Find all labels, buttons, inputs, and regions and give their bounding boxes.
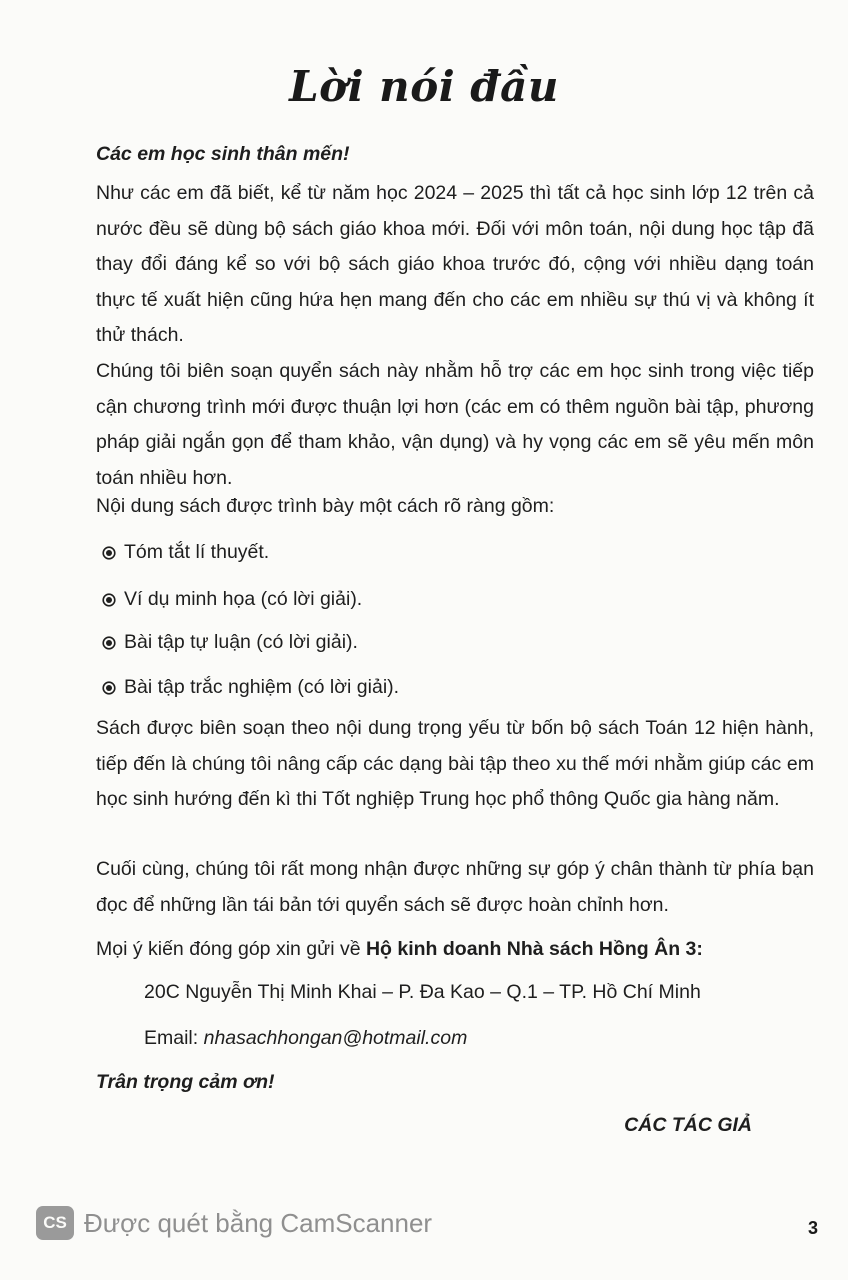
list-item-label: Tóm tắt lí thuyết.: [124, 541, 270, 563]
list-item-label: Bài tập trắc nghiệm (có lời giải).: [124, 676, 400, 698]
paragraph-method: Sách được biên soạn theo nội dung trọng yếu từ bốn bộ sách Toán 12 hiện hành, tiếp đến là chúng tôi nâng cấp các dạng bài tập theo xu thế mới nhằm giúp các em học sinh hướng đến kì thi Tốt nghiệp Trung học phổ thông Quốc gia hàng năm.: [96, 717, 814, 810]
circle-bullet-icon: [102, 546, 116, 560]
camscanner-watermark: [36, 1206, 432, 1240]
circle-bullet-icon: [102, 636, 116, 650]
paragraph-purpose: Chúng tôi biên soạn quyển sách này nhằm hỗ trợ các em học sinh trong việc tiếp cận chương trình mới được thuận lợi hơn (các em có thêm nguồn bài tập, phương pháp giải ngắn gọn để tham khảo, vận dụng) và hy vọng các em sẽ yêu mến môn toán nhiều hơn.: [96, 360, 814, 489]
list-item: [102, 631, 358, 654]
contact-suffix: :: [696, 938, 703, 960]
contact-email: [144, 1027, 467, 1050]
circle-bullet-icon: [102, 593, 116, 607]
contact-line: [96, 938, 703, 961]
page-number: 3: [807, 1218, 818, 1238]
greeting: Các em học sinh thân mến!: [96, 143, 350, 165]
list-item: [102, 588, 362, 611]
list-item-label: Bài tập tự luận (có lời giải).: [124, 631, 358, 653]
list-item-label: Ví dụ minh họa (có lời giải).: [124, 588, 363, 610]
contact-address: 20C Nguyễn Thị Minh Khai – P. Đa Kao – Q.1 – TP. Hồ Chí Minh: [144, 981, 701, 1003]
contact-prefix: Mọi ý kiến đóng góp xin gửi về: [96, 938, 366, 960]
list-item: [102, 541, 269, 564]
email-address: nhasachhongan@hotmail.com: [203, 1027, 468, 1049]
camscanner-logo-icon: CS: [36, 1206, 74, 1240]
circle-bullet-icon: [102, 681, 116, 695]
paragraph-feedback: Cuối cùng, chúng tôi rất mong nhận được những sự góp ý chân thành từ phía bạn đọc để những lần tái bản tới quyển sách sẽ được hoàn chỉnh hơn.: [96, 858, 814, 916]
email-label: Email:: [144, 1027, 204, 1049]
paragraph-intro: Như các em đã biết, kể từ năm học 2024 – 2025 thì tất cả học sinh lớp 12 trên cả nước đều sẽ dùng bộ sách giáo khoa mới. Đối với môn toán, nội dung học tập đã thay đổi đáng kể so với bộ sách giáo khoa trước đó, cộng với nhiều dạng toán thực tế xuất hiện cũng hứa hẹn mang đến cho các em nhiều sự thú vị và không ít thử thách.: [96, 182, 814, 346]
contact-org: Hộ kinh doanh Nhà sách Hồng Ân 3: [365, 938, 697, 960]
list-item: [102, 676, 399, 699]
closing-thanks: Trân trọng cảm ơn!: [96, 1071, 275, 1093]
authors-signature: CÁC TÁC GIẢ: [624, 1114, 752, 1136]
page-title: Lời nói đầu: [289, 62, 559, 111]
camscanner-text: Được quét bằng CamScanner: [84, 1207, 433, 1238]
contents-intro: Nội dung sách được trình bày một cách rõ ràng gồm:: [96, 495, 555, 517]
